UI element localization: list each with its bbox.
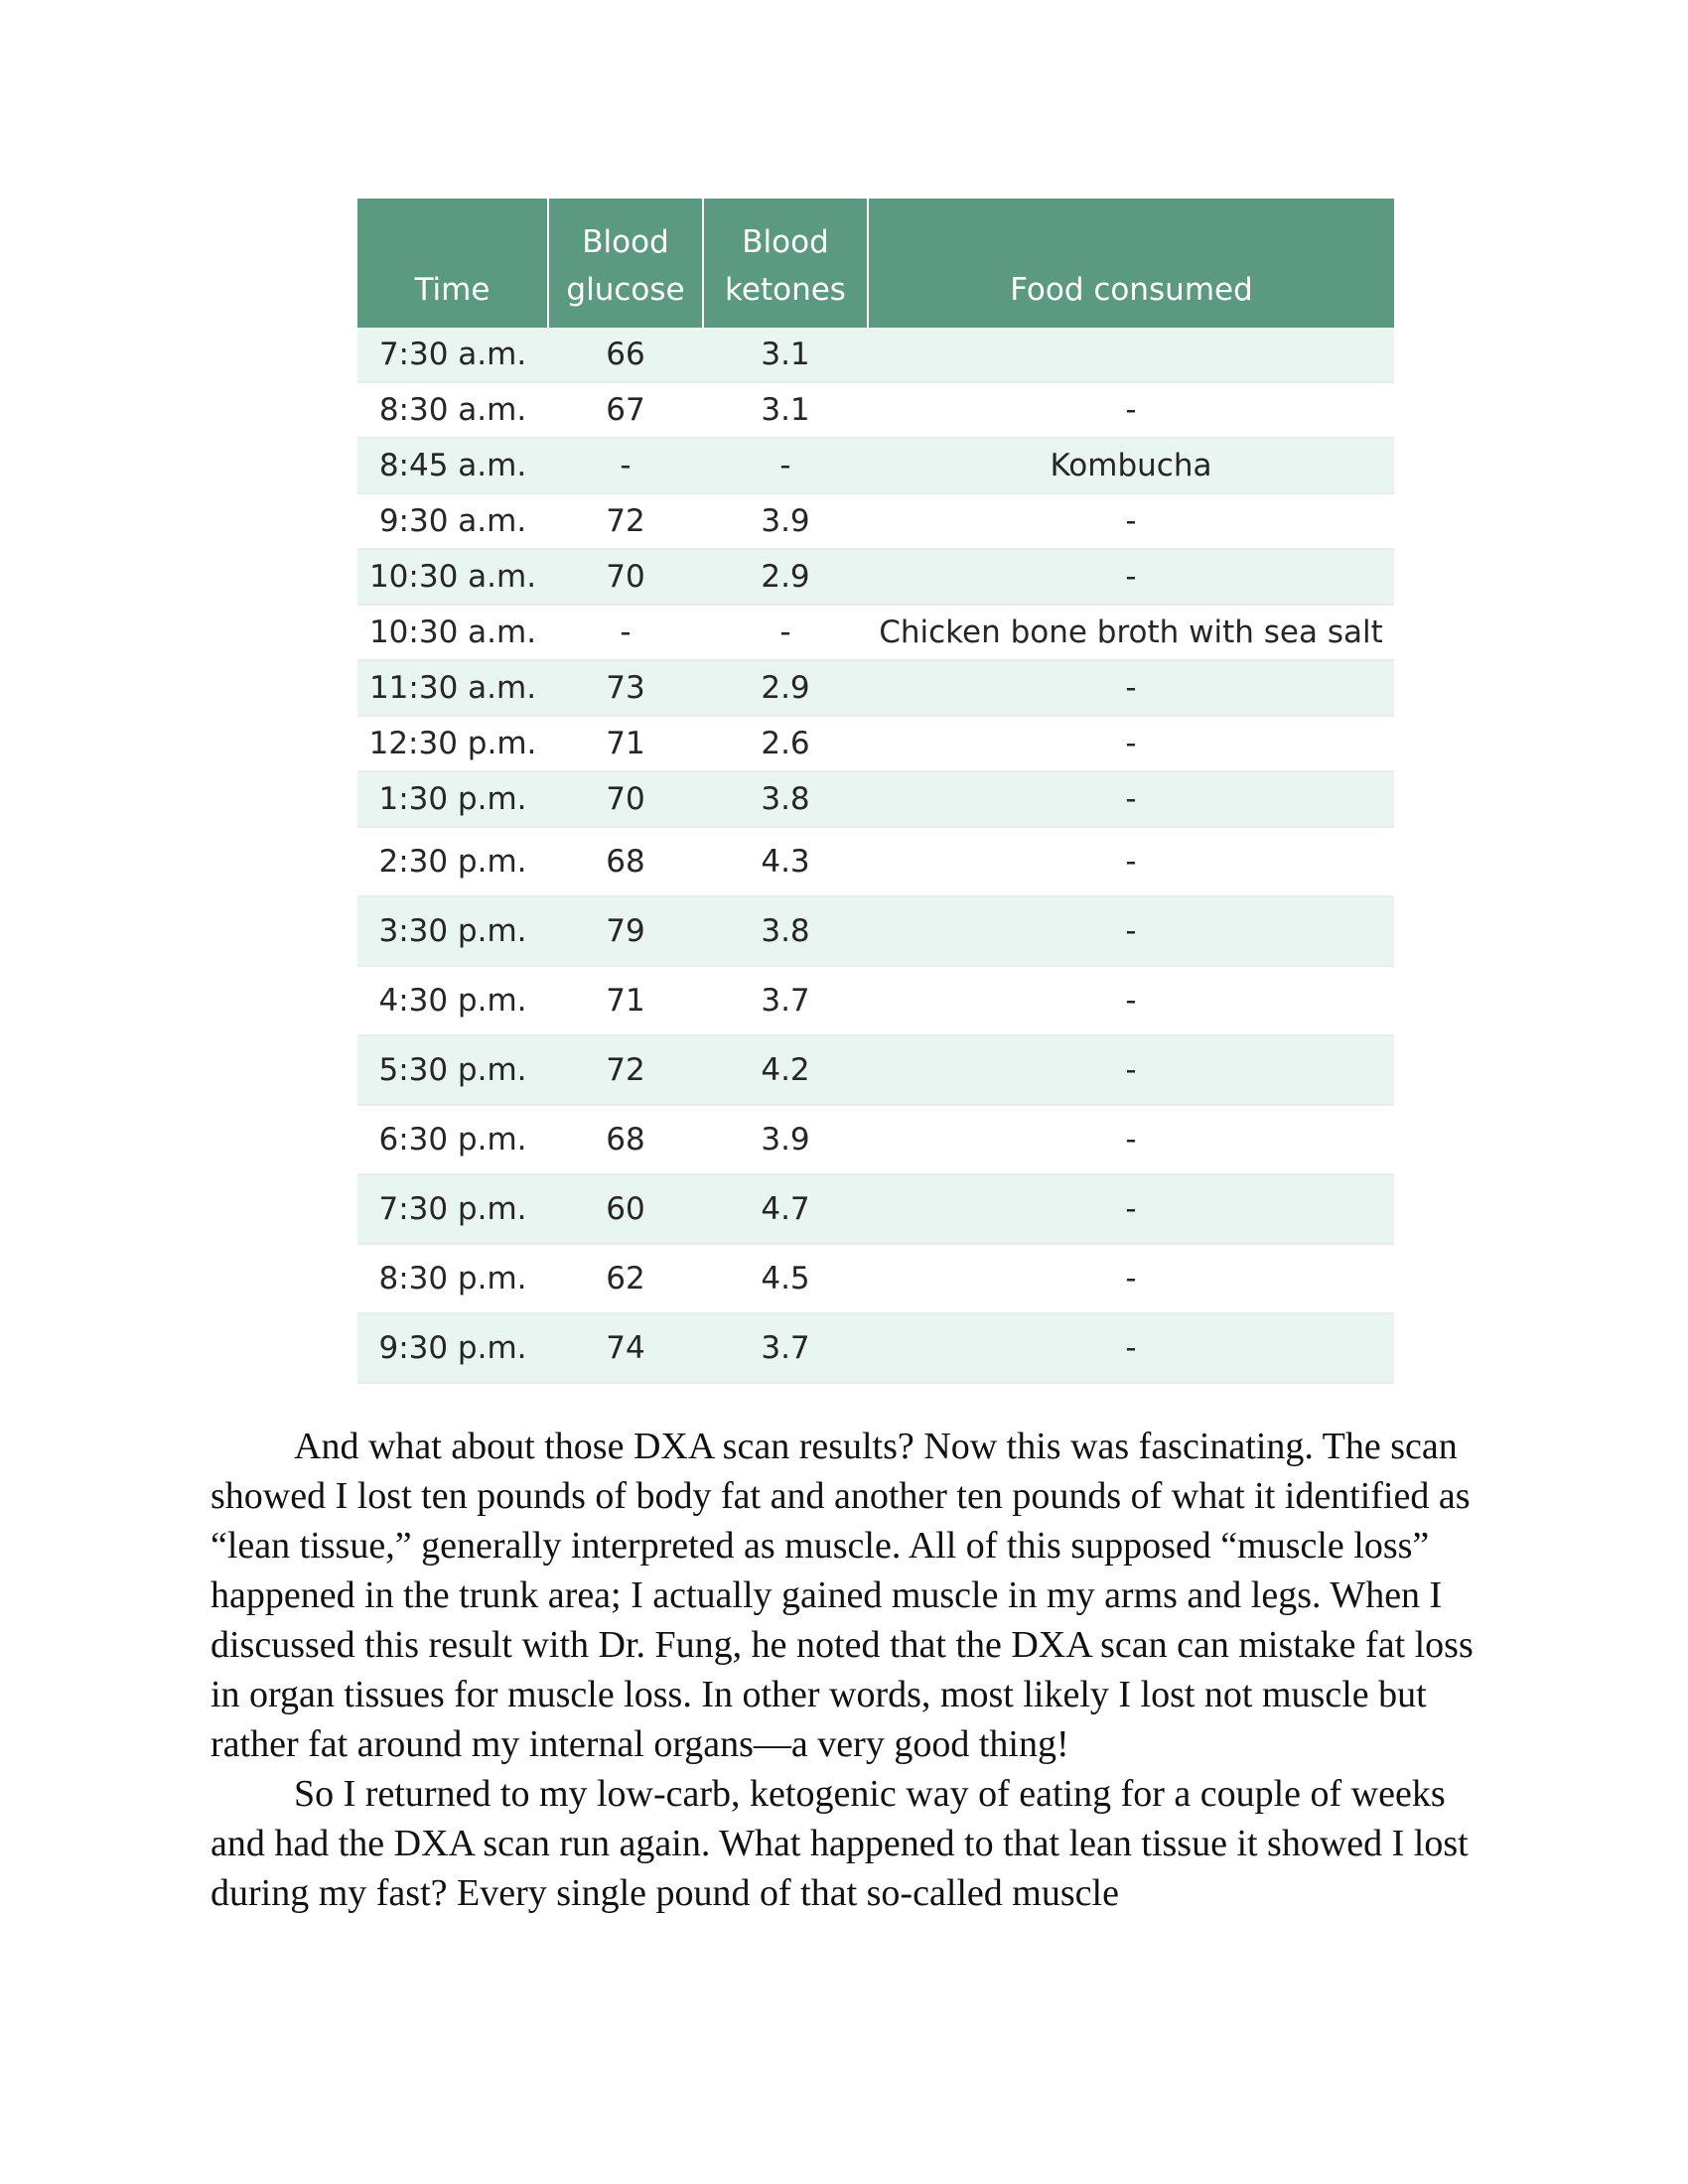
cell-ketones: 4.2 bbox=[703, 1035, 868, 1105]
cell-food: - bbox=[868, 1313, 1394, 1383]
cell-food: - bbox=[868, 827, 1394, 896]
cell-time: 9:30 a.m. bbox=[357, 493, 548, 549]
cell-glucose: 79 bbox=[548, 896, 703, 966]
cell-glucose: 62 bbox=[548, 1244, 703, 1313]
glucose-ketones-table bbox=[357, 199, 1394, 1384]
body-paragraph: So I returned to my low-carb, ketogenic way of eating for a couple of weeks and had the DXA scan run again. What happened to that lean tissue it showed I lost during my fast? Every single pound of that so-called muscle bbox=[211, 1773, 1469, 1914]
cell-glucose: - bbox=[548, 438, 703, 493]
header-glucose bbox=[548, 199, 703, 328]
cell-food: - bbox=[868, 382, 1394, 438]
cell-food: - bbox=[868, 1035, 1394, 1105]
cell-time: 7:30 p.m. bbox=[357, 1174, 548, 1244]
table-row bbox=[357, 493, 1394, 549]
cell-food: - bbox=[868, 660, 1394, 716]
cell-ketones: 3.7 bbox=[703, 966, 868, 1035]
cell-ketones: 4.7 bbox=[703, 1174, 868, 1244]
cell-time: 9:30 p.m. bbox=[357, 1313, 548, 1383]
table-row bbox=[357, 716, 1394, 771]
table-row bbox=[357, 1174, 1394, 1244]
cell-glucose: 67 bbox=[548, 382, 703, 438]
cell-ketones: 3.1 bbox=[703, 382, 868, 438]
cell-time: 1:30 p.m. bbox=[357, 771, 548, 827]
cell-food: Kombucha bbox=[868, 438, 1394, 493]
cell-time: 10:30 a.m. bbox=[357, 549, 548, 605]
cell-ketones: 3.8 bbox=[703, 896, 868, 966]
cell-food: - bbox=[868, 1244, 1394, 1313]
cell-food: Chicken bone broth with sea salt bbox=[868, 605, 1394, 660]
cell-ketones: - bbox=[703, 605, 868, 660]
cell-glucose: 70 bbox=[548, 549, 703, 605]
cell-ketones: 2.6 bbox=[703, 716, 868, 771]
cell-ketones: 3.8 bbox=[703, 771, 868, 827]
cell-food: - bbox=[868, 549, 1394, 605]
cell-glucose: 71 bbox=[548, 716, 703, 771]
cell-time: 8:45 a.m. bbox=[357, 438, 548, 493]
cell-ketones: 2.9 bbox=[703, 660, 868, 716]
cell-food: - bbox=[868, 896, 1394, 966]
header-food-label: Food consumed bbox=[1010, 272, 1253, 308]
cell-glucose: 68 bbox=[548, 827, 703, 896]
cell-ketones: 3.7 bbox=[703, 1313, 868, 1383]
cell-glucose: 73 bbox=[548, 660, 703, 716]
cell-time: 7:30 a.m. bbox=[357, 328, 548, 382]
table-row bbox=[357, 1035, 1394, 1105]
cell-ketones: 3.1 bbox=[703, 328, 868, 382]
table-row bbox=[357, 605, 1394, 660]
cell-time: 4:30 p.m. bbox=[357, 966, 548, 1035]
body-text bbox=[211, 1422, 1501, 1918]
header-time bbox=[357, 199, 548, 328]
cell-glucose: 74 bbox=[548, 1313, 703, 1383]
table-row bbox=[357, 966, 1394, 1035]
cell-food: - bbox=[868, 771, 1394, 827]
cell-food: - bbox=[868, 966, 1394, 1035]
header-row bbox=[357, 199, 1394, 328]
header-ketones bbox=[703, 199, 868, 328]
cell-ketones: 4.5 bbox=[703, 1244, 868, 1313]
cell-ketones: 2.9 bbox=[703, 549, 868, 605]
cell-glucose: 66 bbox=[548, 328, 703, 382]
cell-food: - bbox=[868, 1105, 1394, 1174]
cell-glucose: - bbox=[548, 605, 703, 660]
table-header bbox=[357, 199, 1394, 328]
cell-glucose: 72 bbox=[548, 1035, 703, 1105]
cell-time: 8:30 a.m. bbox=[357, 382, 548, 438]
cell-ketones: - bbox=[703, 438, 868, 493]
cell-time: 10:30 a.m. bbox=[357, 605, 548, 660]
cell-time: 12:30 p.m. bbox=[357, 716, 548, 771]
cell-glucose: 71 bbox=[548, 966, 703, 1035]
table-row bbox=[357, 382, 1394, 438]
cell-time: 3:30 p.m. bbox=[357, 896, 548, 966]
cell-food: - bbox=[868, 1174, 1394, 1244]
cell-food: - bbox=[868, 493, 1394, 549]
cell-glucose: 70 bbox=[548, 771, 703, 827]
table-row bbox=[357, 438, 1394, 493]
body-paragraph: And what about those DXA scan results? Now this was fascinating. The scan showed I lost ten pounds of body fat and another ten pounds of what it identified as “lean tissue,” generally interpreted as muscle. All of this supposed “muscle loss” happened in the trunk area; I actually gained muscle in my arms and legs. When I discussed this result with Dr. Fung, he noted that the DXA scan can mistake fat loss in organ tissues for muscle loss. In other words, most likely I lost not muscle but rather fat around my internal organs—a very good thing! bbox=[211, 1426, 1474, 1765]
table-row bbox=[357, 1244, 1394, 1313]
table-row bbox=[357, 896, 1394, 966]
cell-time: 6:30 p.m. bbox=[357, 1105, 548, 1174]
header-time-label: Time bbox=[414, 272, 491, 308]
header-ketones-line2: ketones bbox=[725, 272, 846, 308]
cell-time: 2:30 p.m. bbox=[357, 827, 548, 896]
table-row bbox=[357, 1313, 1394, 1383]
header-glucose-line2: glucose bbox=[566, 272, 685, 308]
cell-ketones: 3.9 bbox=[703, 1105, 868, 1174]
cell-glucose: 60 bbox=[548, 1174, 703, 1244]
table-row bbox=[357, 549, 1394, 605]
cell-ketones: 4.3 bbox=[703, 827, 868, 896]
table-row bbox=[357, 660, 1394, 716]
cell-time: 8:30 p.m. bbox=[357, 1244, 548, 1313]
table-row bbox=[357, 771, 1394, 827]
table-row bbox=[357, 827, 1394, 896]
cell-glucose: 72 bbox=[548, 493, 703, 549]
table-body bbox=[357, 328, 1394, 1383]
cell-glucose: 68 bbox=[548, 1105, 703, 1174]
cell-food: - bbox=[868, 716, 1394, 771]
table-row bbox=[357, 1105, 1394, 1174]
header-food bbox=[868, 199, 1394, 328]
header-glucose-line1: Blood bbox=[582, 224, 669, 260]
cell-time: 5:30 p.m. bbox=[357, 1035, 548, 1105]
cell-ketones: 3.9 bbox=[703, 493, 868, 549]
cell-time: 11:30 a.m. bbox=[357, 660, 548, 716]
cell-food bbox=[868, 328, 1394, 382]
table-row bbox=[357, 328, 1394, 382]
header-ketones-line1: Blood bbox=[742, 224, 829, 260]
